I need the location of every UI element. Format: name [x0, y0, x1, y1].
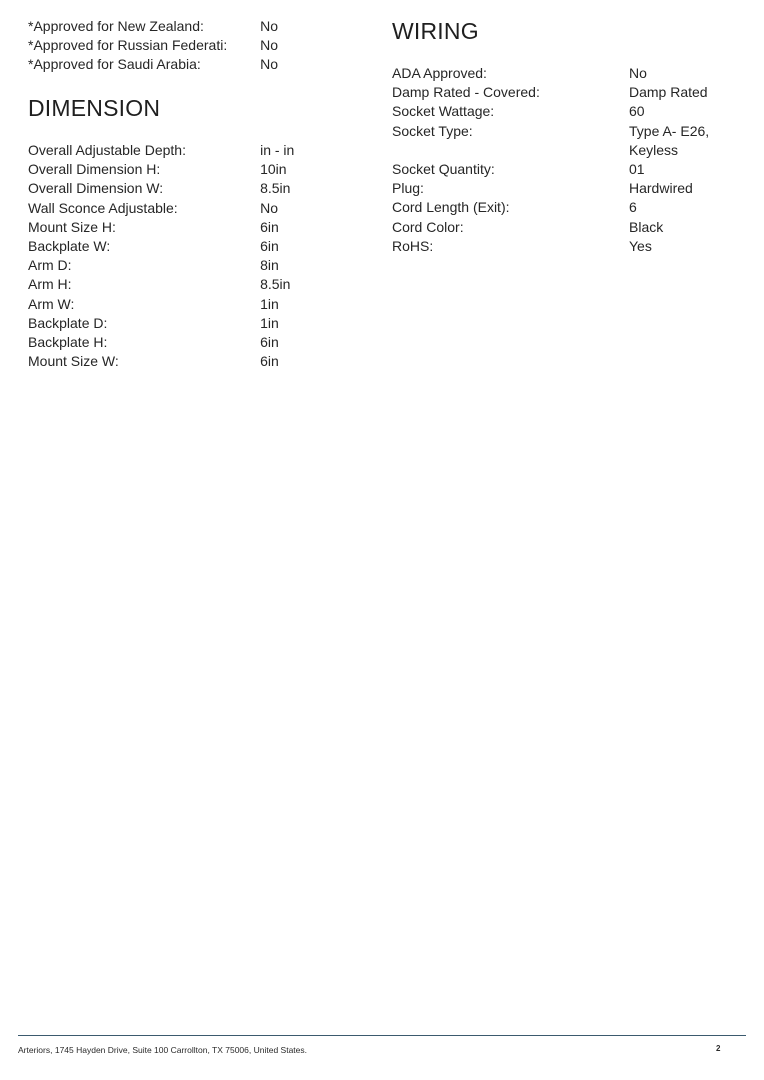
spec-label: Arm D: — [28, 257, 72, 274]
spec-value: 6in — [260, 353, 279, 370]
spec-row — [392, 122, 752, 160]
approval-label: *Approved for New Zealand: — [28, 18, 204, 34]
spec-row — [392, 237, 752, 256]
spec-value: 60 — [629, 103, 645, 120]
spec-label: Socket Quantity: — [392, 161, 495, 178]
spec-label: Overall Adjustable Depth: — [28, 142, 186, 158]
spec-value: No — [260, 199, 278, 216]
spec-label: Plug: — [392, 180, 424, 197]
spec-label: Cord Length (Exit): — [392, 199, 510, 216]
approval-row-saudi-arabia — [28, 55, 358, 74]
spec-row — [392, 102, 752, 121]
spec-value: Type A- E26, Keyless — [629, 122, 710, 158]
spec-row — [28, 295, 358, 314]
spec-row — [28, 141, 358, 160]
spec-value: 01 — [629, 161, 645, 178]
spec-label: Overall Dimension W: — [28, 180, 164, 197]
approval-value: No — [260, 37, 278, 54]
spec-row — [392, 198, 752, 217]
spec-row — [28, 237, 358, 256]
approval-label: *Approved for Saudi Arabia: — [28, 56, 201, 73]
spec-label: Cord Color: — [392, 218, 464, 235]
spec-row — [28, 160, 358, 179]
spec-value: 8.5in — [260, 180, 291, 197]
spec-label: RoHS: — [392, 237, 434, 254]
approval-value: No — [260, 56, 278, 73]
spec-row — [28, 199, 358, 218]
spec-row — [28, 352, 358, 371]
spec-value: 10in — [260, 161, 287, 178]
spec-value: Black — [629, 218, 664, 235]
approval-row-russian-federation — [28, 36, 358, 55]
spec-row — [392, 218, 752, 237]
footer-address: Arteriors, 1745 Hayden Drive, Suite 100 Carrollton, TX 75006, United States. — [18, 1045, 307, 1055]
dimension-heading: DIMENSION — [28, 95, 161, 121]
spec-row — [392, 160, 752, 179]
spec-row — [392, 83, 752, 102]
wiring-list — [392, 64, 752, 256]
spec-value: Damp Rated — [629, 84, 708, 101]
page-number: 2 — [716, 1044, 721, 1053]
spec-row — [28, 333, 358, 352]
spec-label: Mount Size W: — [28, 353, 119, 370]
spec-row — [28, 179, 358, 198]
wiring-heading: WIRING — [392, 18, 479, 44]
spec-value: 1in — [260, 314, 279, 331]
spec-value: Hardwired — [629, 180, 693, 197]
spec-label: Arm W: — [28, 295, 75, 312]
spec-value: No — [629, 65, 647, 81]
spec-value: Yes — [629, 237, 652, 254]
spec-row — [28, 256, 358, 275]
spec-label: Wall Sconce Adjustable: — [28, 199, 178, 216]
approvals-list — [28, 17, 358, 75]
approval-row-new-zealand — [28, 17, 358, 36]
spec-label: Overall Dimension H: — [28, 161, 161, 178]
spec-label: Damp Rated - Covered: — [392, 84, 540, 101]
approval-value: No — [260, 18, 278, 34]
spec-value: 6in — [260, 334, 279, 351]
spec-value: 1in — [260, 295, 279, 312]
spec-value: 8in — [260, 257, 279, 274]
spec-value: 8.5in — [260, 276, 291, 293]
spec-row — [28, 275, 358, 294]
approval-label: *Approved for Russian Federati: — [28, 37, 228, 54]
dimension-list — [28, 141, 358, 371]
spec-label: Backplate H: — [28, 334, 108, 351]
spec-value: 6in — [260, 238, 279, 255]
spec-value: 6 — [629, 199, 637, 216]
spec-value: 6in — [260, 218, 279, 235]
spec-row — [392, 64, 752, 83]
spec-label: Arm H: — [28, 276, 72, 293]
spec-label: Backplate W: — [28, 238, 111, 255]
spec-label: ADA Approved: — [392, 65, 487, 81]
spec-label: Socket Type: — [392, 122, 473, 139]
spec-label: Backplate D: — [28, 314, 108, 331]
spec-row — [28, 314, 358, 333]
footer-divider — [18, 1035, 746, 1036]
spec-label: Mount Size H: — [28, 218, 116, 235]
spec-row — [392, 179, 752, 198]
spec-value: in - in — [260, 142, 295, 158]
spec-row — [28, 218, 358, 237]
spec-label: Socket Wattage: — [392, 103, 495, 120]
